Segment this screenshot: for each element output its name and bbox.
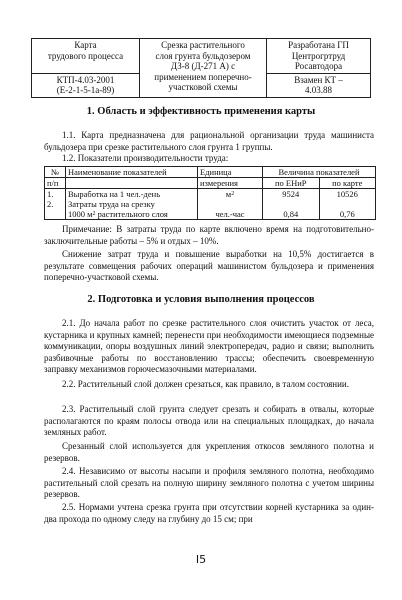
table-cell: 9524 [263, 189, 320, 200]
header-text: 4.03.88 [305, 85, 332, 95]
table-cell: Выработка на 1 чел.-день [66, 189, 198, 200]
table-cell: 0,76 [319, 209, 376, 220]
header-text: Центрогртруд [291, 50, 346, 61]
header-text: (Е-2-1-5-1а-89) [56, 85, 115, 95]
table-cell [198, 189, 263, 200]
paragraph-1-2: 1.2. Показатели производительности труда: [62, 153, 229, 163]
page-number: I5 [195, 553, 207, 566]
table-header-cell: измерения [198, 178, 263, 189]
unit-superscript: 2 [231, 191, 235, 197]
reduction-paragraph: Снижение затрат труда и повышение выработки на 10,5% достигается в результате совмещения рабочих операций машинистом бульдозера и применения поперечно-участковой схемы. [44, 249, 374, 282]
note-paragraph: Примечание: В затраты труда по карте включено время на подготовительно-заключительные работы – 5% и отдых – 10%. [44, 224, 374, 246]
header-text: Карта [74, 40, 97, 50]
unit-superscript: 2 [92, 211, 96, 217]
header-process-cell [140, 39, 267, 98]
header-table [31, 38, 371, 98]
header-text: Срезка растительного [161, 40, 245, 50]
header-text: трудового процесса [47, 50, 124, 61]
header-text: Росавтодора [294, 61, 343, 71]
table-cell: 10526 [319, 189, 376, 200]
table-cell [198, 199, 263, 209]
header-code-cell [32, 73, 140, 97]
table-header-cell: п/п [45, 178, 66, 189]
header-text: участковой схемы [168, 82, 238, 92]
table-cell [66, 209, 198, 220]
paragraph-2-3: 2.3. Растительный слой грунта следует срезать и собирать в отвалы, которые располагаются по краям полосы отвода или на специальных площадках, до начала земляных работ. [44, 404, 374, 437]
table-cell: 1. [45, 189, 66, 200]
paragraph-2-2: 2.2. Растительный слой должен срезаться, как правило, в талом состоянии. [62, 379, 349, 389]
paragraph-2-3b: Срезанный слой используется для укрепления откосов земляного полотна и резервов. [44, 441, 374, 463]
paragraph-2-5: 2.5. Нормами учтена срезка грунта при отсутствии корней кустарника за один-два прохода по одному следу на глубину до 15 см; при [44, 502, 374, 524]
paragraph-2-4: 2.4. Независимо от высоты насыпи и профиля земляного полотна, необходимо растительный слой срезать на полную ширину земляного полотна с учетом ширины резервов. [44, 466, 374, 499]
section-2-heading: 2. Подготовка и условия выполнения процессов [87, 294, 315, 305]
table-header-cell: Наименование показателей [66, 167, 198, 178]
table-header-cell: № [45, 167, 66, 178]
header-text: Разработана ГП [288, 40, 349, 50]
table-header-cell: Величина показателей [263, 167, 376, 178]
table-cell [45, 209, 66, 220]
header-replaces-cell [267, 73, 371, 97]
section-1-heading: 1. Область и эффективность применения карты [86, 106, 316, 117]
table-row [45, 199, 376, 209]
header-text: слоя грунта бульдозером [155, 50, 251, 61]
table-header-cell: по карте [319, 178, 376, 189]
performance-table [44, 166, 376, 220]
table-header-cell [66, 178, 198, 189]
paragraph-1-1: 1.1. Карта предназначена для рациональной организации труда машиниста бульдозера при срезке растительного слоя грунта 1 группы. [44, 130, 374, 152]
header-text: КТП-4.03-2001 [56, 74, 115, 85]
header-text: ДЗ-8 (Д-271 А) с [170, 61, 236, 71]
table-cell: чел.-час [198, 209, 263, 220]
header-text: Взамен КТ – [294, 74, 343, 85]
table-header-cell: Единица [198, 167, 263, 178]
paragraph-2-1: 2.1. До начала работ по срезке растительного слоя очистить участок от леса, кустарника и крупных камней; перенести при необходимости имеющиеся подземные коммуникации, опоры воздушных линий электропередач, радио и связи; выполнить разбивочные работы по восстановлению трассы; обеспечить своевременную заправку механизмов горючесмазочными материалами. [44, 318, 374, 374]
row-text: 1000 м [68, 209, 93, 219]
table-cell: Затраты труда на срезку [66, 199, 198, 209]
table-cell: 2. [45, 199, 66, 209]
row-text: растительного слоя [95, 209, 168, 219]
table-row [45, 189, 376, 200]
table-header-cell: по ЕНиР [263, 178, 320, 189]
table-row [45, 209, 376, 220]
table-cell: 0,84 [263, 209, 320, 220]
header-card-title-cell [32, 39, 140, 74]
table-cell [319, 199, 376, 209]
unit-text: м [225, 189, 232, 199]
header-text: применением поперечно- [154, 71, 252, 82]
table-cell [263, 199, 320, 209]
header-developer-cell [267, 39, 371, 74]
